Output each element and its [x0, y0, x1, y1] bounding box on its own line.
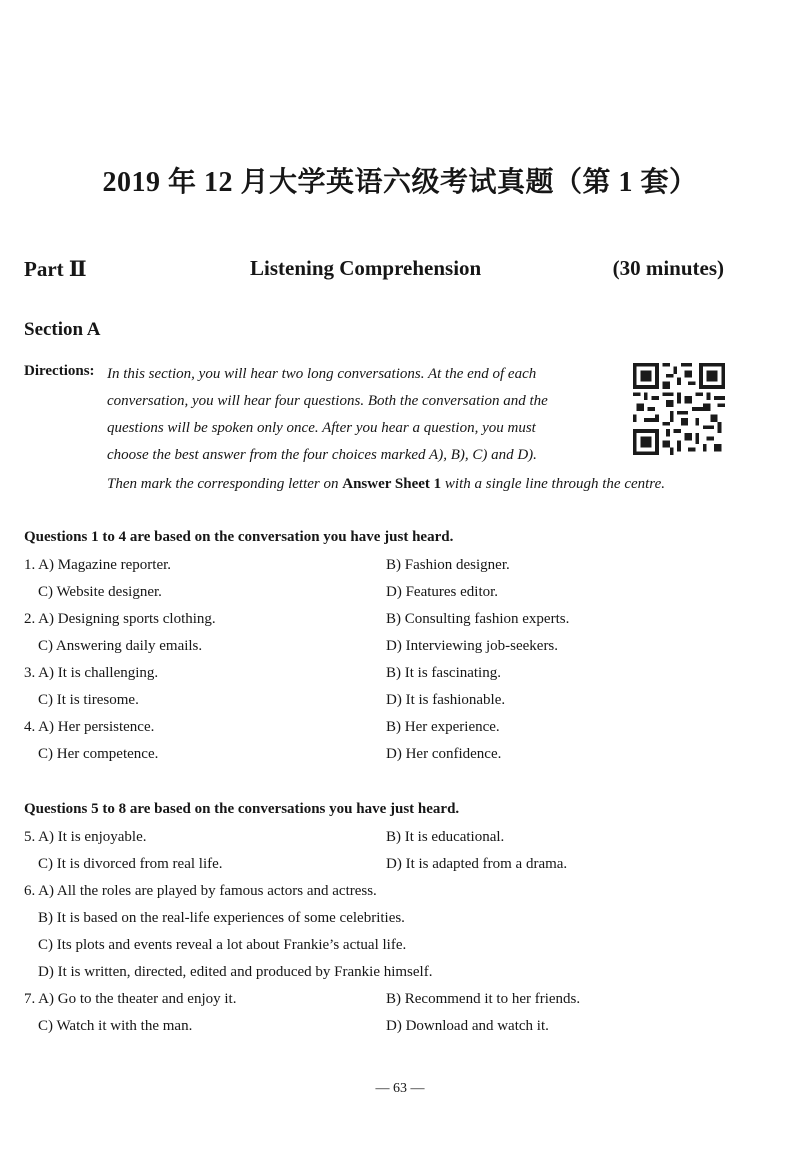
- directions-line: conversation, you will hear four questions. Both the conversation and the: [107, 393, 548, 409]
- qr-code-icon: [632, 363, 726, 455]
- option-1c: C) Website designer.: [38, 584, 162, 600]
- option-5a: 5. A) It is enjoyable.: [24, 829, 147, 845]
- page-number: — 63 —: [375, 1081, 425, 1096]
- directions-text: with a single line through the centre.: [441, 476, 665, 492]
- part-title: Listening Comprehension: [250, 256, 482, 280]
- option-1d: D) Features editor.: [386, 584, 499, 600]
- option-3a: 3. A) It is challenging.: [24, 665, 159, 681]
- option-2c: C) Answering daily emails.: [38, 638, 203, 654]
- option-2b: B) Consulting fashion experts.: [386, 611, 570, 627]
- option-4c: C) Her competence.: [38, 746, 159, 762]
- section-heading: Section A: [24, 319, 101, 340]
- option-7b: B) Recommend it to her friends.: [386, 991, 581, 1007]
- option-3c: C) It is tiresome.: [38, 692, 139, 708]
- option-7d: D) Download and watch it.: [386, 1018, 549, 1034]
- option-5d: D) It is adapted from a drama.: [386, 856, 568, 872]
- option-1a: 1. A) Magazine reporter.: [24, 557, 172, 573]
- option-7c: C) Watch it with the man.: [38, 1018, 193, 1034]
- option-6c: C) Its plots and events reveal a lot about Frankie’s actual life.: [38, 937, 407, 953]
- directions-line: choose the best answer from the four choices marked A), B), C) and D).: [107, 447, 537, 463]
- question-group-heading: Questions 1 to 4 are based on the conversation you have just heard.: [24, 529, 454, 545]
- option-4b: B) Her experience.: [386, 719, 500, 735]
- part-header: [24, 256, 724, 286]
- part-time: (30 minutes): [612, 256, 724, 280]
- part-label: Part Ⅱ: [24, 257, 87, 281]
- option-3d: D) It is fashionable.: [386, 692, 506, 708]
- question-group-heading: Questions 5 to 8 are based on the conversations you have just heard.: [24, 801, 460, 817]
- option-6a: 6. A) All the roles are played by famous actors and actress.: [24, 883, 377, 899]
- option-5b: B) It is educational.: [386, 829, 505, 845]
- option-6d: D) It is written, directed, edited and produced by Frankie himself.: [38, 964, 433, 980]
- directions-line-last: [107, 476, 665, 493]
- directions-label: Directions:: [24, 363, 95, 379]
- option-2d: D) Interviewing job-seekers.: [386, 638, 559, 654]
- option-4a: 4. A) Her persistence.: [24, 719, 155, 735]
- option-4d: D) Her confidence.: [386, 746, 502, 762]
- directions-text: Then mark the corresponding letter on: [107, 476, 343, 492]
- option-6b: B) It is based on the real-life experiences of some celebrities.: [38, 910, 405, 926]
- option-1b: B) Fashion designer.: [386, 557, 510, 573]
- option-2a: 2. A) Designing sports clothing.: [24, 611, 216, 627]
- page-title: 2019 年 12 月大学英语六级考试真题（第 1 套）: [102, 167, 698, 198]
- option-7a: 7. A) Go to the theater and enjoy it.: [24, 991, 237, 1007]
- answer-sheet-label: Answer Sheet 1: [342, 476, 442, 492]
- option-3b: B) It is fascinating.: [386, 665, 501, 681]
- directions-line: In this section, you will hear two long conversations. At the end of each: [107, 366, 537, 382]
- directions-line: questions will be spoken only once. After you hear a question, you must: [107, 420, 536, 436]
- option-5c: C) It is divorced from real life.: [38, 856, 223, 872]
